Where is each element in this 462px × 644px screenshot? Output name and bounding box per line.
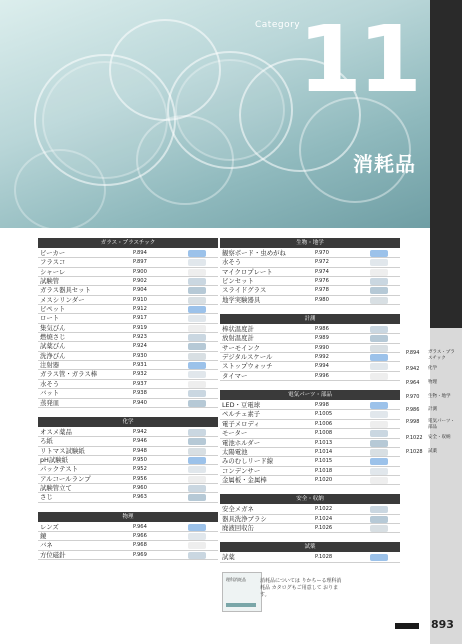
- index-row[interactable]: [38, 258, 218, 267]
- item-thumbnail: [370, 278, 388, 285]
- side-index-page: P.970: [406, 394, 420, 400]
- item-page: P.989: [315, 335, 329, 342]
- section-header: ガラス・プラスチック: [38, 238, 218, 248]
- item-name: デジタルスケール: [222, 353, 273, 362]
- item-thumbnail: [188, 533, 206, 540]
- item-page: P.1006: [315, 420, 333, 427]
- item-page: P.1013: [315, 439, 333, 446]
- section-header: 試薬: [220, 542, 400, 552]
- item-name: 水そう: [222, 258, 242, 267]
- item-name: ペルチェ素子: [222, 410, 261, 419]
- index-row[interactable]: [38, 249, 218, 258]
- index-row[interactable]: [220, 372, 400, 381]
- item-page: P.956: [133, 475, 147, 482]
- item-page: P.917: [133, 315, 147, 322]
- item-page: P.960: [133, 484, 147, 491]
- item-name: 金属板・金属棒: [222, 475, 267, 484]
- item-page: P.990: [315, 344, 329, 351]
- item-thumbnail: [188, 542, 206, 549]
- item-page: P.963: [133, 494, 147, 501]
- item-page: P.964: [133, 523, 147, 530]
- item-name: 洗浄びん: [40, 351, 66, 360]
- item-thumbnail: [370, 525, 388, 532]
- item-name: 水そう: [40, 379, 60, 388]
- index-row[interactable]: [38, 465, 218, 474]
- item-thumbnail: [188, 552, 206, 559]
- index-row[interactable]: [38, 314, 218, 323]
- item-page: P.976: [315, 278, 329, 285]
- item-name: 蒸発皿: [40, 398, 60, 407]
- item-page: P.1026: [315, 524, 333, 531]
- index-row[interactable]: [38, 484, 218, 493]
- item-thumbnail: [188, 334, 206, 341]
- side-index-page: P.964: [406, 380, 420, 386]
- item-thumbnail: [370, 250, 388, 257]
- item-thumbnail: [188, 315, 206, 322]
- item-name: 棒状温度計: [222, 325, 254, 334]
- catalog-cover-title: 理科消耗品: [226, 577, 246, 582]
- category-title: 消耗品: [353, 152, 416, 176]
- index-row[interactable]: [38, 286, 218, 295]
- item-page: P.931: [133, 362, 147, 369]
- item-name: 電池ホルダー: [222, 438, 261, 447]
- item-thumbnail: [188, 353, 206, 360]
- index-row[interactable]: [220, 476, 400, 485]
- item-name: スライドグラス: [222, 286, 267, 295]
- item-name: 観察ボード・虫めがね: [222, 249, 286, 257]
- item-page: P.970: [315, 250, 329, 256]
- item-name: マイクロプレート: [222, 267, 273, 276]
- item-name: サーモインク: [222, 343, 261, 352]
- item-thumbnail: [370, 259, 388, 266]
- item-page: P.932: [133, 371, 147, 378]
- item-name: ろ紙: [40, 437, 53, 446]
- item-name: レンズ: [40, 522, 59, 531]
- item-thumbnail: [370, 440, 388, 447]
- item-thumbnail: [370, 363, 388, 370]
- item-page: P.968: [133, 542, 147, 549]
- item-thumbnail: [188, 343, 206, 350]
- item-page: P.942: [133, 428, 147, 435]
- item-thumbnail: [188, 457, 206, 464]
- index-row[interactable]: [38, 475, 218, 484]
- item-page: P.994: [315, 363, 329, 370]
- index-row[interactable]: [38, 277, 218, 286]
- catalog-promo-text: 消耗品については りかちーる理科消耗品 カタログもご用意して おります。: [260, 578, 342, 598]
- item-name: コンデンサー: [222, 466, 261, 475]
- item-name: 試薬びん: [40, 342, 66, 351]
- item-name: タイマー: [222, 371, 248, 380]
- item-page: P.910: [133, 296, 147, 303]
- category-number: 11: [298, 6, 419, 113]
- item-name: pH試験紙: [40, 455, 69, 464]
- item-thumbnail: [188, 259, 206, 266]
- item-page: P.948: [133, 447, 147, 454]
- item-thumbnail: [188, 381, 206, 388]
- hero-photo: [0, 0, 430, 228]
- side-index-title: 試薬: [428, 449, 437, 454]
- item-thumbnail: [370, 477, 388, 484]
- side-index-title: 安全・収納: [428, 435, 451, 440]
- item-page: P.938: [133, 390, 147, 397]
- item-name: オスメ薬品: [40, 427, 72, 436]
- section-header: 物理: [38, 512, 218, 522]
- page-number: 893: [431, 618, 454, 631]
- item-page: P.966: [133, 532, 147, 539]
- item-thumbnail: [188, 362, 206, 369]
- index-row[interactable]: [220, 429, 400, 438]
- index-row[interactable]: [220, 448, 400, 457]
- item-thumbnail: [188, 371, 206, 378]
- item-page: P.1020: [315, 476, 333, 483]
- item-thumbnail: [188, 269, 206, 276]
- item-page: P.1014: [315, 448, 333, 455]
- item-thumbnail: [370, 402, 388, 409]
- index-row[interactable]: [38, 551, 218, 560]
- index-row[interactable]: [220, 277, 400, 286]
- item-page: P.897: [133, 259, 147, 266]
- item-thumbnail: [188, 325, 206, 332]
- item-thumbnail: [188, 306, 206, 313]
- item-thumbnail: [188, 438, 206, 445]
- index-row[interactable]: [220, 353, 400, 362]
- item-name: バット: [40, 389, 60, 398]
- item-name: 電子メロディ: [222, 419, 260, 428]
- index-row[interactable]: [38, 352, 218, 361]
- index-row[interactable]: [220, 505, 400, 514]
- item-thumbnail: [370, 326, 388, 333]
- item-name: 器具洗浄ブラシ: [222, 514, 267, 523]
- index-row[interactable]: [38, 389, 218, 398]
- index-row[interactable]: [38, 380, 218, 389]
- index-row[interactable]: [38, 296, 218, 305]
- item-page: P.980: [315, 296, 329, 303]
- side-index-page: P.1028: [406, 449, 423, 455]
- item-thumbnail: [370, 421, 388, 428]
- index-row[interactable]: [220, 258, 400, 267]
- item-thumbnail: [188, 524, 206, 531]
- item-thumbnail: [370, 373, 388, 380]
- item-name: 燃焼さじ: [40, 333, 66, 342]
- item-thumbnail: [188, 448, 206, 455]
- item-name: LED・豆電球: [222, 401, 261, 410]
- item-name: リトマス試験紙: [40, 446, 85, 455]
- item-name: バネ: [40, 541, 53, 550]
- item-thumbnail: [370, 354, 388, 361]
- item-page: P.946: [133, 438, 147, 445]
- side-index-page: P.1022: [406, 435, 423, 441]
- category-label: Category: [255, 20, 301, 30]
- item-page: P.1005: [315, 411, 333, 418]
- item-name: アルコールランプ: [40, 474, 91, 483]
- item-page: P.904: [133, 287, 147, 294]
- item-thumbnail: [370, 449, 388, 456]
- side-index-page: P.998: [406, 419, 420, 425]
- item-thumbnail: [370, 468, 388, 475]
- item-thumbnail: [370, 269, 388, 276]
- section-header: 電気パーツ・部品: [220, 390, 400, 400]
- side-index-page: P.986: [406, 407, 420, 413]
- brand-logo: [395, 623, 419, 629]
- item-thumbnail: [370, 411, 388, 418]
- left-index-column: [38, 238, 218, 560]
- item-thumbnail: [370, 554, 388, 561]
- index-row[interactable]: [220, 515, 400, 524]
- item-thumbnail: [370, 297, 388, 304]
- item-thumbnail: [370, 345, 388, 352]
- index-row[interactable]: [38, 268, 218, 277]
- index-row[interactable]: [220, 362, 400, 371]
- item-name: 放射温度計: [222, 334, 254, 343]
- index-row[interactable]: [38, 456, 218, 465]
- item-name: シャーレ: [40, 267, 66, 276]
- item-page: P.952: [133, 466, 147, 473]
- index-row[interactable]: [38, 305, 218, 314]
- index-row[interactable]: [220, 286, 400, 295]
- index-row[interactable]: [38, 493, 218, 502]
- item-thumbnail: [188, 476, 206, 483]
- side-index-title: 物理: [428, 380, 437, 385]
- item-name: ガラス管・ガラス棒: [40, 370, 98, 379]
- index-row[interactable]: [38, 541, 218, 550]
- index-row[interactable]: [220, 420, 400, 429]
- side-index-page: P.942: [406, 366, 420, 372]
- item-thumbnail: [188, 429, 206, 436]
- item-thumbnail: [370, 430, 388, 437]
- item-page: P.924: [133, 343, 147, 350]
- index-row[interactable]: [38, 324, 218, 333]
- item-name: ストップウォッチ: [222, 362, 273, 371]
- item-name: ガラス器具セット: [40, 286, 91, 295]
- index-row[interactable]: [220, 296, 400, 305]
- item-thumbnail: [188, 287, 206, 294]
- index-row[interactable]: [220, 467, 400, 476]
- index-row[interactable]: [38, 428, 218, 437]
- item-page: P.1018: [315, 467, 333, 474]
- index-row[interactable]: [38, 523, 218, 532]
- index-row[interactable]: [220, 344, 400, 353]
- section-header: 安全・収納: [220, 494, 400, 504]
- item-page: P.972: [315, 259, 329, 266]
- right-index-column: [220, 238, 400, 563]
- item-name: さじ: [40, 493, 53, 502]
- item-name: 太陽電池: [222, 447, 248, 456]
- item-page: P.1008: [315, 430, 333, 437]
- item-page: P.937: [133, 380, 147, 387]
- item-thumbnail: [370, 458, 388, 465]
- index-row[interactable]: [220, 249, 400, 258]
- item-name: 注射器: [40, 361, 60, 370]
- item-name: 試験管立て: [40, 483, 72, 492]
- item-page: P.902: [133, 278, 147, 285]
- item-page: P.969: [133, 551, 147, 558]
- side-index-title: 生物・地学: [428, 394, 451, 399]
- item-thumbnail: [188, 390, 206, 397]
- item-thumbnail: [188, 485, 206, 492]
- item-thumbnail: [370, 506, 388, 513]
- item-thumbnail: [188, 250, 206, 257]
- item-page: P.919: [133, 324, 147, 331]
- item-thumbnail: [370, 335, 388, 342]
- index-row[interactable]: [38, 399, 218, 408]
- item-thumbnail: [188, 297, 206, 304]
- item-page: P.1024: [315, 515, 333, 522]
- item-page: P.986: [315, 326, 329, 333]
- item-name: 地学実験器具: [222, 295, 261, 304]
- index-row[interactable]: [38, 447, 218, 456]
- index-row[interactable]: [220, 553, 400, 562]
- item-name: ピンセット: [222, 277, 254, 286]
- catalog-cover-image: [222, 572, 262, 612]
- side-index-page: P.894: [406, 350, 420, 356]
- item-name: 試薬: [222, 553, 235, 562]
- item-thumbnail: [188, 466, 206, 473]
- side-index-title: ガラス・プラスチック: [428, 350, 455, 361]
- index-row[interactable]: [38, 342, 218, 351]
- index-row[interactable]: [220, 268, 400, 277]
- item-page: P.940: [133, 399, 147, 406]
- item-thumbnail: [188, 400, 206, 407]
- item-name: 安全メガネ: [222, 505, 254, 514]
- item-name: モーター: [222, 429, 248, 438]
- item-page: P.894: [133, 250, 147, 256]
- item-name: 鏡: [40, 531, 47, 540]
- index-row[interactable]: [220, 524, 400, 533]
- item-name: ビーカー: [40, 249, 66, 257]
- item-page: P.923: [133, 334, 147, 341]
- item-page: P.1028: [315, 554, 333, 561]
- item-name: みのむしリード線: [222, 457, 274, 466]
- item-page: P.998: [315, 402, 329, 409]
- item-thumbnail: [370, 287, 388, 294]
- item-thumbnail: [188, 278, 206, 285]
- side-index-title: 電気パーツ・部品: [428, 419, 455, 430]
- item-page: P.900: [133, 268, 147, 275]
- item-page: P.950: [133, 456, 147, 463]
- item-name: 試験管: [40, 277, 60, 286]
- side-index-title: 計測: [428, 407, 437, 412]
- index-row[interactable]: [220, 325, 400, 334]
- item-page: P.912: [133, 306, 147, 313]
- index-row[interactable]: [220, 410, 400, 419]
- item-page: P.1022: [315, 506, 333, 513]
- item-name: 集気びん: [40, 323, 66, 332]
- index-row[interactable]: [38, 437, 218, 446]
- item-name: パックテスト: [40, 465, 79, 474]
- side-tab-active: [430, 0, 462, 328]
- item-name: ピペット: [40, 305, 66, 314]
- catalog-promo: [220, 572, 430, 612]
- index-row[interactable]: [220, 334, 400, 343]
- item-page: P.1015: [315, 458, 333, 465]
- index-row[interactable]: [38, 370, 218, 379]
- item-page: P.974: [315, 268, 329, 275]
- item-page: P.992: [315, 354, 329, 361]
- index-row[interactable]: [220, 439, 400, 448]
- item-thumbnail: [188, 494, 206, 501]
- item-name: 方位磁針: [40, 550, 66, 559]
- index-row[interactable]: [220, 457, 400, 466]
- section-header: 生物・地学: [220, 238, 400, 248]
- item-name: 廃液回収缶: [222, 523, 254, 532]
- section-header: 化学: [38, 417, 218, 427]
- index-row[interactable]: [38, 532, 218, 541]
- item-page: P.978: [315, 287, 329, 294]
- section-header: 計測: [220, 314, 400, 324]
- item-name: メスシリンダー: [40, 295, 85, 304]
- item-thumbnail: [370, 516, 388, 523]
- item-name: ロート: [40, 314, 60, 323]
- item-name: フラスコ: [40, 258, 66, 267]
- side-index-title: 化学: [428, 366, 437, 371]
- item-page: P.930: [133, 352, 147, 359]
- item-page: P.996: [315, 372, 329, 379]
